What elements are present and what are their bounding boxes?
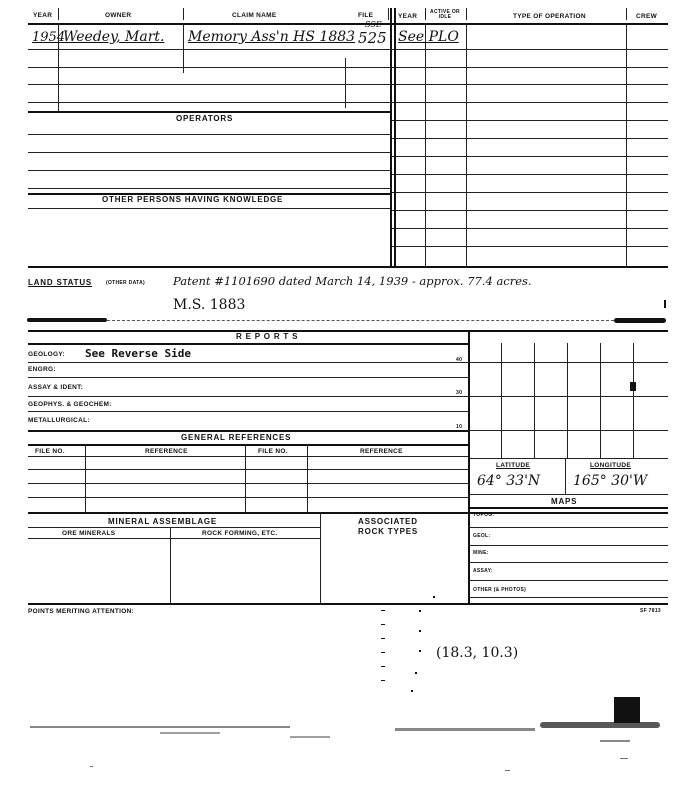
ref-col-file-no-2: FILE NO. bbox=[258, 448, 288, 455]
entry-claim-name: Memory Ass'n HS 1883 bbox=[188, 29, 356, 45]
operators-label: OPERATORS bbox=[176, 114, 234, 123]
longitude-value: 165° 30'W bbox=[573, 473, 648, 489]
form-code: SF 7813 bbox=[640, 608, 662, 614]
owner-header: OWNER bbox=[105, 12, 132, 19]
maps-other: OTHER (& PHOTOS) bbox=[473, 587, 527, 593]
longitude-label: LONGITUDE bbox=[590, 462, 631, 469]
entry-file-note: SSE bbox=[365, 20, 382, 29]
mineral-assemblage-title: MINERAL ASSEMBLAGE bbox=[108, 517, 218, 526]
ore-minerals-label: ORE MINERALS bbox=[62, 530, 116, 537]
entry-year: 1954 bbox=[32, 30, 66, 45]
maps-assay: ASSAY: bbox=[473, 568, 493, 574]
scan-noise-bottom-mid bbox=[395, 728, 535, 731]
scale-value-40: 40 bbox=[456, 357, 463, 363]
maps-geol: GEOL: bbox=[473, 533, 491, 539]
land-status-sublabel: (OTHER DATA) bbox=[106, 280, 145, 286]
latitude-value: 64° 33'N bbox=[477, 473, 541, 489]
metallurgical-label: METALLURGICAL: bbox=[28, 417, 90, 424]
scan-noise-bottom-left bbox=[30, 726, 290, 728]
maps-topog: TOPOG: bbox=[473, 512, 495, 518]
type-of-operation-header: TYPE OF OPERATION bbox=[513, 13, 586, 20]
entry-operation-note: See PLO bbox=[398, 29, 459, 45]
mineral-survey: M.S. 1883 bbox=[173, 297, 246, 313]
grid-location-marker bbox=[630, 382, 636, 391]
assay-ident-label: ASSAY & IDENT: bbox=[28, 384, 84, 391]
scan-noise-bottom-right bbox=[540, 722, 660, 728]
claim-name-header: CLAIM NAME bbox=[232, 12, 277, 19]
active-idle-header: ACTIVE OR IDLE bbox=[430, 9, 460, 20]
associated-label: ASSOCIATED bbox=[358, 517, 418, 526]
year2-header: YEAR bbox=[398, 13, 418, 20]
maps-title: MAPS bbox=[551, 497, 578, 506]
file-header: FILE bbox=[358, 12, 374, 19]
reports-title: R E P O R T S bbox=[236, 332, 299, 341]
other-persons-label: OTHER PERSONS HAVING KNOWLEDGE bbox=[102, 195, 284, 204]
points-meriting-label: POINTS MERITING ATTENTION: bbox=[28, 608, 135, 615]
geology-label: GEOLOGY: bbox=[28, 351, 65, 358]
general-references-title: GENERAL REFERENCES bbox=[181, 433, 292, 442]
coords-note: (18.3, 10.3) bbox=[436, 645, 519, 661]
scan-smudge-right bbox=[614, 318, 666, 323]
scan-smudge-left bbox=[27, 318, 107, 322]
scale-value-10: 10 bbox=[456, 424, 463, 430]
geology-value: See Reverse Side bbox=[85, 347, 191, 360]
latitude-label: LATITUDE bbox=[496, 462, 531, 469]
land-status-note: Patent #1101690 dated March 14, 1939 - approx. 77.4 acres. bbox=[173, 274, 532, 288]
scan-black-square bbox=[614, 697, 640, 723]
year-header: YEAR bbox=[33, 12, 53, 19]
engrg-label: ENGRG: bbox=[28, 366, 56, 373]
entry-file-number: 525 bbox=[358, 29, 387, 47]
crew-header: CREW bbox=[636, 13, 658, 20]
scale-value-30: 30 bbox=[456, 390, 463, 396]
rock-forming-label: ROCK FORMING, ETC. bbox=[202, 530, 278, 537]
entry-owner: Weedey, Mart. bbox=[63, 29, 165, 45]
maps-mine: MINE: bbox=[473, 550, 489, 556]
ref-col-reference: REFERENCE bbox=[145, 448, 188, 455]
land-status-label: LAND STATUS bbox=[28, 278, 93, 287]
ref-col-file-no: FILE NO. bbox=[35, 448, 65, 455]
rock-types-label: ROCK TYPES bbox=[358, 527, 419, 536]
ref-col-reference-2: REFERENCE bbox=[360, 448, 403, 455]
geophys-label: GEOPHYS. & GEOCHEM: bbox=[28, 401, 112, 408]
